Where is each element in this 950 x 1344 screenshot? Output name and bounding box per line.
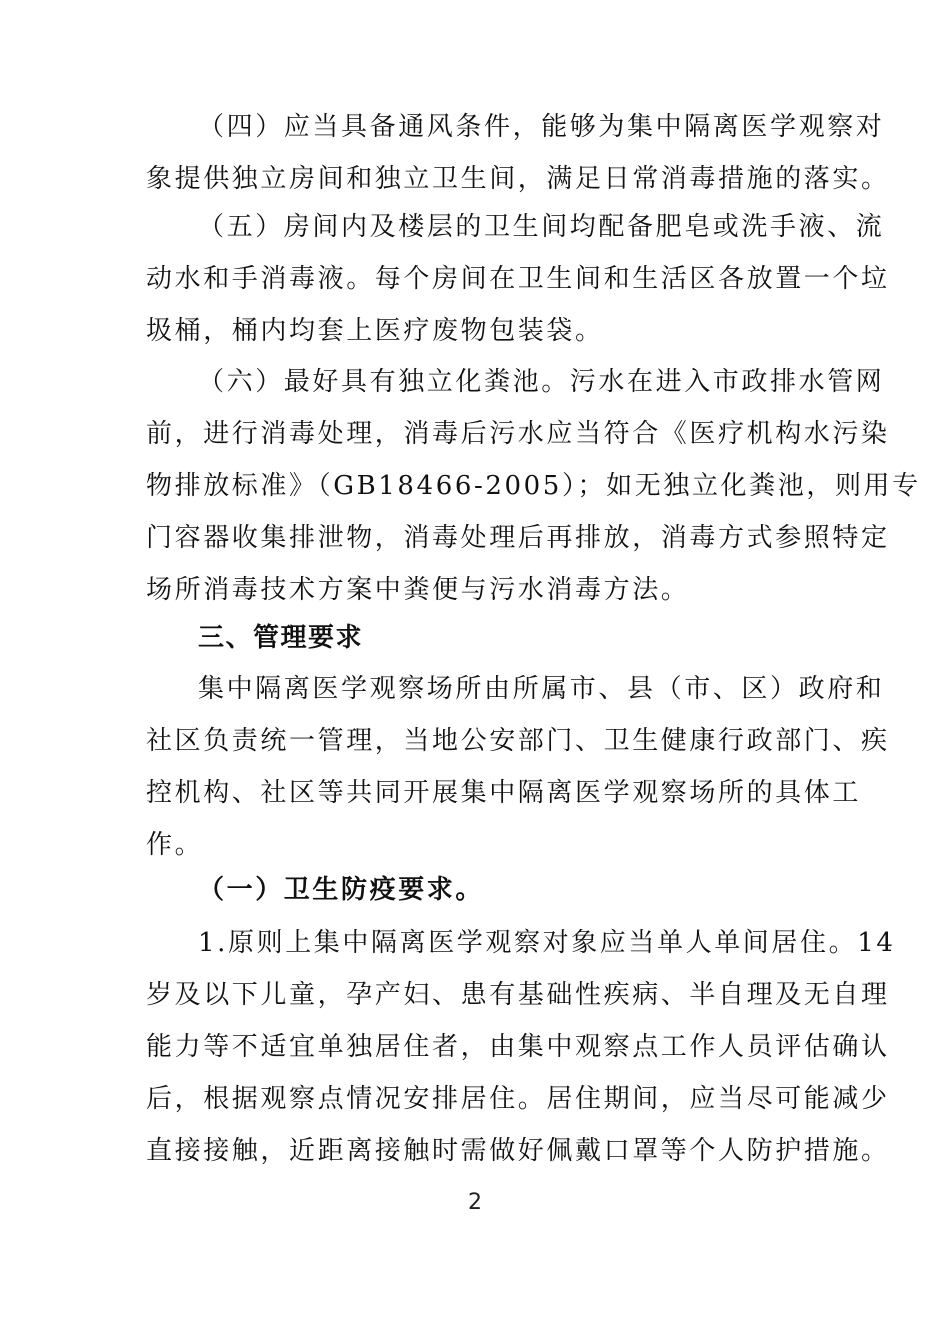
text-line: 前，进行消毒处理，消毒后污水应当符合《医疗机构水污染 xyxy=(146,419,890,449)
text-line: 场所消毒技术方案中粪便与污水消毒方法。 xyxy=(146,575,690,605)
text-line: 岁及以下儿童，孕产妇、患有基础性疾病、半自理及无自理 xyxy=(146,980,890,1010)
text-line: 物排放标准》（GB18466-2005）；如无独立化粪池，则用专 xyxy=(146,471,921,501)
text-line: 集中隔离医学观察场所由所属市、县（市、区）政府和 xyxy=(198,674,885,704)
text-line: （四）应当具备通风条件，能够为集中隔离医学观察对 xyxy=(198,112,885,142)
text-line: （五）房间内及楼层的卫生间均配备肥皂或洗手液、流 xyxy=(198,212,885,242)
text-line: 作。 xyxy=(146,830,204,860)
text-line: 控机构、社区等共同开展集中隔离医学观察场所的具体工 xyxy=(146,778,862,808)
subheading: （一）卫生防疫要求。 xyxy=(198,875,485,905)
page-number: 2 xyxy=(468,1190,482,1215)
section-heading: 三、管理要求 xyxy=(198,623,364,653)
text-line: 动水和手消毒液。每个房间在卫生间和生活区各放置一个垃 xyxy=(146,264,890,294)
text-line: 社区负责统一管理，当地公安部门、卫生健康行政部门、疾 xyxy=(146,726,890,756)
text-line: 1.原则上集中隔离医学观察对象应当单人单间居住。14 xyxy=(198,928,896,958)
text-line: 门容器收集排泄物，消毒处理后再排放，消毒方式参照特定 xyxy=(146,523,890,553)
paragraph-septic-tank xyxy=(146,356,921,616)
text-line: 能力等不适宜单独居住者，由集中观察点工作人员评估确认 xyxy=(146,1032,890,1062)
text-line: 后，根据观察点情况安排居住。居住期间，应当尽可能减少 xyxy=(146,1084,890,1114)
section-heading-block xyxy=(146,612,811,664)
paragraph-ventilation xyxy=(146,101,890,205)
text-line: 直接接触，近距离接触时需做好佩戴口罩等个人防护措施。 xyxy=(146,1136,890,1166)
paragraph-sanitation-supplies xyxy=(146,201,890,357)
text-line: （六）最好具有独立化粪池。污水在进入市政排水管网 xyxy=(198,367,885,397)
subheading-block xyxy=(146,864,811,916)
text-line: 象提供独立房间和独立卫生间，满足日常消毒措施的落实。 xyxy=(146,164,890,194)
paragraph-management xyxy=(146,663,890,871)
paragraph-item-1 xyxy=(146,917,896,1177)
text-line: 圾桶，桶内均套上医疗废物包装袋。 xyxy=(146,316,604,346)
